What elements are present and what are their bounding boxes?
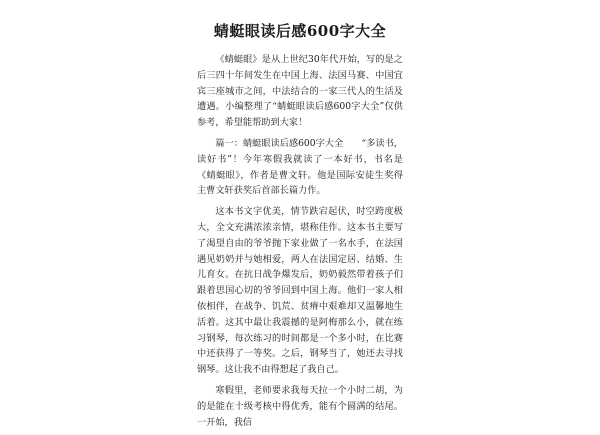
document-body <box>197 52 403 435</box>
body-paragraph: 寒假里，老师要求我每天拉一个小时二胡，为的是能在十级考核中得优秀，能有个圆满的结尾。一开始，我信 <box>197 384 403 428</box>
intro-paragraph: 《蜻蜓眼》是从上世纪30年代开始，写的是之后三四十年间发生在中国上海、法国马赛、中国宜宾三座城市之间，中法结合的一家三代人的生活及遭遇。小编整理了“蜻蜓眼读后感600字大全”仅供参考，希望能帮助到大家！ <box>197 54 403 129</box>
body-paragraph: 这本书文字优美，情节跌宕起伏，时空跨度极大，全文充满浓浓亲情，堪称佳作。这本书主要写了渴望自由的爷爷抛下家业做了一名水手，在法国遇见奶奶并与她相爱，两人在法国定居、结婚、生儿育女。在抗日战争爆发后，奶奶毅然带着孩子们跟着思国心切的爷爷回到中国上海。他们一家人相依相伴，在战争、饥荒、贫瘠中艰难却又温馨地生活着。这其中最让我震撼的是阿梅那么小，就在练习钢琴，每次练习的时间都是一个多小时，在比赛中还获得了一等奖。之后，钢琴当了，她还去寻找钢琴。这让我不由得想起了我自己。 <box>197 206 403 376</box>
section-one-paragraph: 篇一：蜻蜓眼读后感600字大全 “多读书，读好书”！今年寒假我就读了一本好书，书名是《蜻蜓眼》，作者是曹文轩。他是国际安徒生奖得主曹文轩获奖后首部长篇力作。 <box>197 137 403 197</box>
document-title: 蜻蜓眼读后感600字大全 <box>213 22 387 40</box>
